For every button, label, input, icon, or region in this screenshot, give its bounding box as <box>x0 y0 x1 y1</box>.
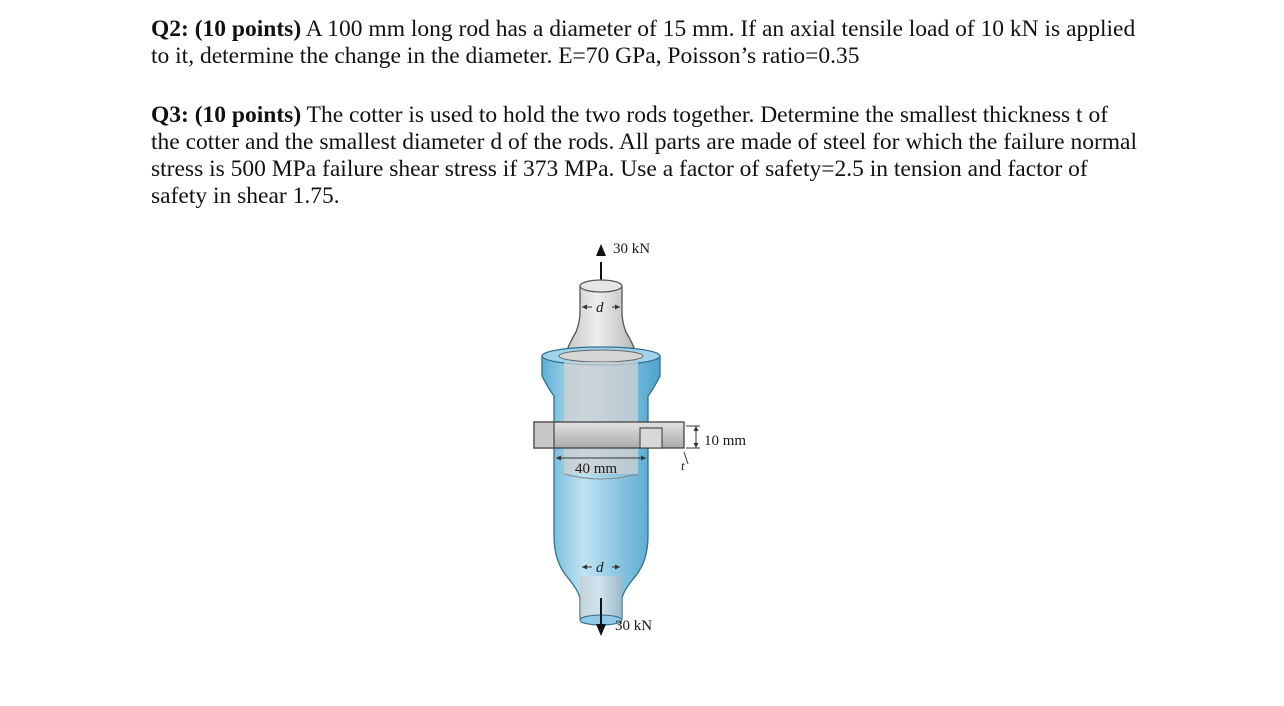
cotter-joint-svg <box>520 226 780 646</box>
question-2-label: Q2: (10 points) <box>151 16 302 42</box>
bottom-load-label: 30 kN <box>615 618 653 634</box>
cotter-joint-figure <box>520 226 780 646</box>
bottom-rod-d-label: d <box>596 560 604 576</box>
question-2 <box>151 16 1141 70</box>
cotter <box>534 422 684 448</box>
top-load-label: 30 kN <box>613 241 651 257</box>
top-rod-d-label: d <box>596 300 604 316</box>
question-3-text: The cotter is used to hold the two rods together. Determine the smallest thickness t of the cotter and the smallest diameter d of the rods. All parts are made of steel for which the failure normal stress is 500 MPa failure shear stress if 373 MPa. Use a factor of safety=2.5 in tension and factor of safety in shear 1.75. <box>151 102 1138 209</box>
question-3 <box>151 102 1141 210</box>
cotter-height-label: 10 mm <box>704 433 747 449</box>
cotter-height-dim <box>684 426 700 464</box>
sleeve-width-label: 40 mm <box>575 461 618 477</box>
cotter-thickness-symbol: t <box>681 458 685 473</box>
question-2-text: A 100 mm long rod has a diameter of 15 mm. If an axial tensile load of 10 kN is applied to it, determine the change in the diameter. E=70 GPa, Poisson’s ratio=0.35 <box>151 16 1136 69</box>
question-3-label: Q3: (10 points) <box>151 102 302 128</box>
